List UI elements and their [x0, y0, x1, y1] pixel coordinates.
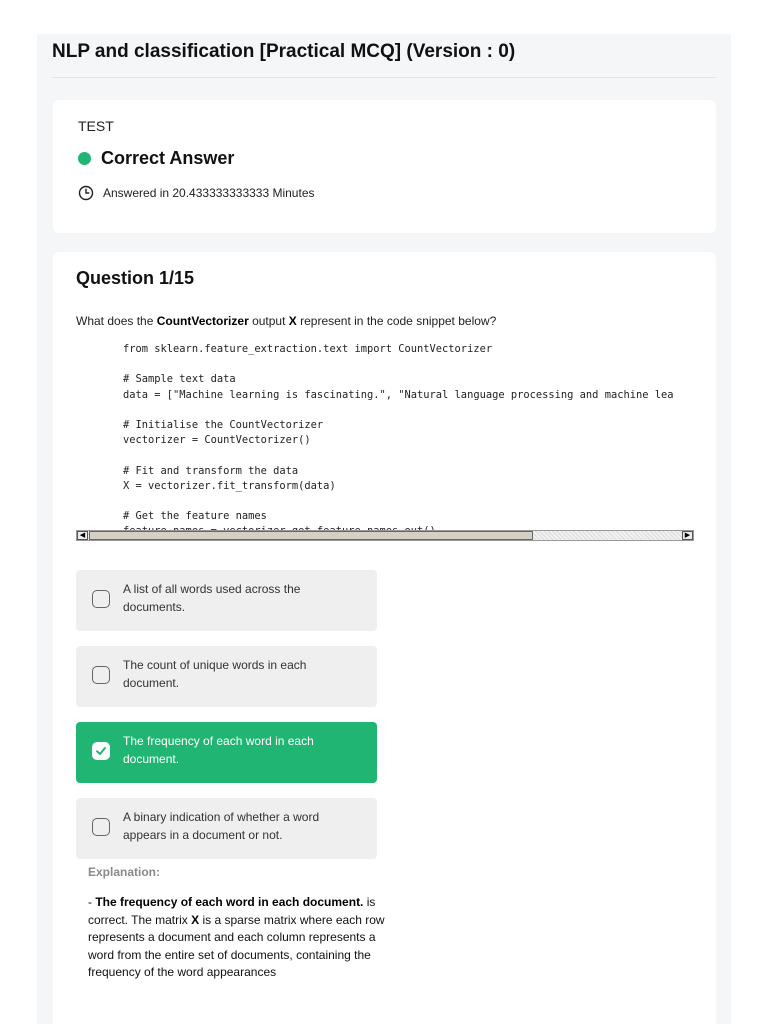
prompt-term: CountVectorizer — [156, 314, 249, 328]
prompt-prefix: What does the — [76, 314, 157, 328]
answer-option-3-selected[interactable] — [76, 722, 377, 783]
option-checkbox[interactable] — [92, 666, 110, 684]
code-horizontal-scrollbar[interactable] — [76, 530, 694, 541]
option-checkbox-checked[interactable] — [92, 742, 110, 760]
scroll-right-arrow-icon[interactable]: ▶ — [682, 531, 693, 540]
prompt-suffix: represent in the code snippet below? — [296, 314, 497, 328]
option-label: A list of all words used across the documents. — [123, 582, 301, 614]
option-checkbox[interactable] — [92, 818, 110, 836]
scroll-left-arrow-icon[interactable]: ◀ — [77, 531, 88, 540]
scroll-thumb[interactable] — [89, 531, 533, 540]
option-label: The count of unique words in each document. — [123, 658, 307, 690]
question-number: Question 1/15 — [76, 268, 195, 288]
status-dot-icon — [78, 152, 91, 165]
answer-option-1[interactable] — [76, 570, 377, 631]
result-card — [53, 100, 716, 233]
clock-icon — [78, 185, 94, 201]
quiz-review-page — [37, 34, 731, 1024]
explanation-body — [88, 894, 388, 982]
option-checkbox[interactable] — [92, 590, 110, 608]
explanation-heading: Explanation: — [88, 865, 161, 879]
explanation-text-2: is a sparse matrix where each row represents a document and each column represents a word from the entire set of documents, containing the frequency of the word appearances — [88, 912, 385, 979]
option-label: The frequency of each word in each document. — [123, 734, 314, 766]
prompt-variable: X — [288, 314, 297, 328]
page-title: NLP and classification [Practical MCQ] (Version : 0) — [52, 41, 516, 62]
answer-time: Answered in 20.433333333333 Minutes — [103, 186, 315, 200]
test-label: TEST — [78, 118, 114, 134]
time-row — [78, 185, 315, 201]
question-card — [53, 252, 716, 1024]
explanation-text-1: is correct. The matrix — [88, 895, 376, 927]
explanation-variable: X — [191, 912, 200, 927]
checkmark-icon — [95, 745, 107, 757]
answer-option-2[interactable] — [76, 646, 377, 707]
prompt-middle: output — [248, 314, 289, 328]
explanation-answer: The frequency of each word in each document. — [95, 895, 364, 909]
code-snippet-box — [76, 340, 694, 545]
code-snippet: from sklearn.feature_extraction.text import CountVectorizer # Sample text data data = ["Machine learning is fascinating.", "Natural language processing and machine lea # Initialise the CountVectorizer vectorizer = CountVectorizer() # Fit and transform the data X = vectorizer.fit_transform(data) # Get the feature names — [123, 343, 674, 523]
answer-option-4[interactable] — [76, 798, 377, 859]
option-label: A binary indication of whether a word appears in a document or not. — [123, 810, 320, 842]
title-divider — [52, 77, 716, 78]
question-prompt — [76, 314, 496, 328]
status-text: Correct Answer — [101, 147, 235, 168]
explanation-prefix: - — [88, 895, 96, 909]
status-row — [78, 147, 234, 169]
